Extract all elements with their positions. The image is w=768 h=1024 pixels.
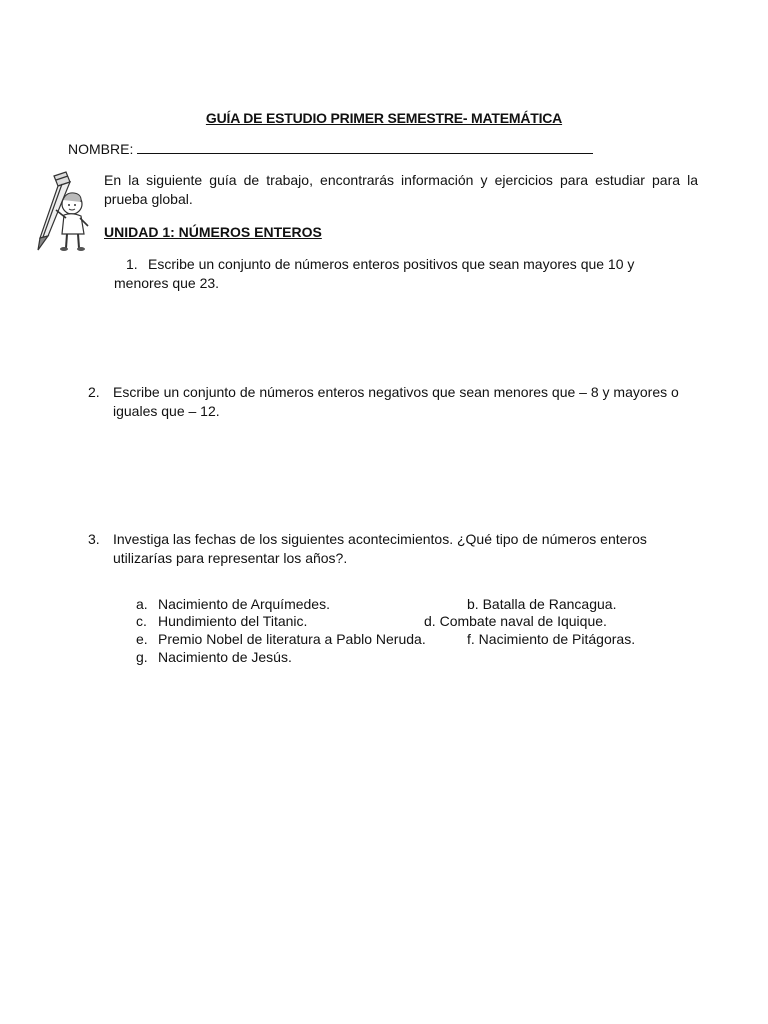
option-text: Nacimiento de Pitágoras. xyxy=(478,631,636,647)
question-text: Escribe un conjunto de números enteros negativos que sean menores que – 8 y mayores o iguales que – 12. xyxy=(113,384,679,419)
option-letter: d. xyxy=(424,613,436,629)
option-letter: c. xyxy=(136,613,147,629)
option-letter: b. xyxy=(467,596,479,612)
option-d xyxy=(424,613,607,629)
question-number: 2. xyxy=(88,384,100,400)
question-1 xyxy=(114,255,674,293)
option-text: Batalla de Rancagua. xyxy=(482,596,617,612)
question-number: 1. xyxy=(126,256,138,272)
option-text: Premio Nobel de literatura a Pablo Neruda. xyxy=(158,631,426,647)
question-text-line-2: menores que 23. xyxy=(114,275,220,291)
name-field xyxy=(68,141,593,157)
question-2 xyxy=(88,383,700,421)
option-f xyxy=(467,631,635,647)
option-letter: e. xyxy=(136,631,148,647)
question-number: 3. xyxy=(88,531,100,547)
option-text: Nacimiento de Arquímedes. xyxy=(158,596,330,612)
question-text: Investiga las fechas de los siguientes acontecimientos. ¿Qué tipo de números enteros utilizarías para representar los años?. xyxy=(113,531,647,566)
intro-paragraph: En la siguiente guía de trabajo, encontrarás información y ejercicios para estudiar para la prueba global. xyxy=(104,172,698,207)
option-letter: f. xyxy=(467,631,475,647)
option-text: Nacimiento de Jesús. xyxy=(158,649,292,665)
page-title: GUÍA DE ESTUDIO PRIMER SEMESTRE- MATEMÁTICA xyxy=(205,110,563,126)
option-letter: a. xyxy=(136,596,148,612)
option-text: Hundimiento del Titanic. xyxy=(158,613,308,629)
name-label: NOMBRE: xyxy=(68,141,134,157)
option-text: Combate naval de Iquique. xyxy=(439,613,607,629)
unit-heading: UNIDAD 1: NÚMEROS ENTEROS xyxy=(104,224,322,240)
question-3 xyxy=(88,530,700,568)
name-blank-line xyxy=(137,141,593,154)
option-b xyxy=(467,596,616,612)
child-with-pencil-icon xyxy=(26,168,96,252)
question-text-line-1: Escribe un conjunto de números enteros positivos que sean mayores que 10 y xyxy=(148,256,635,272)
option-letter: g. xyxy=(136,649,148,665)
